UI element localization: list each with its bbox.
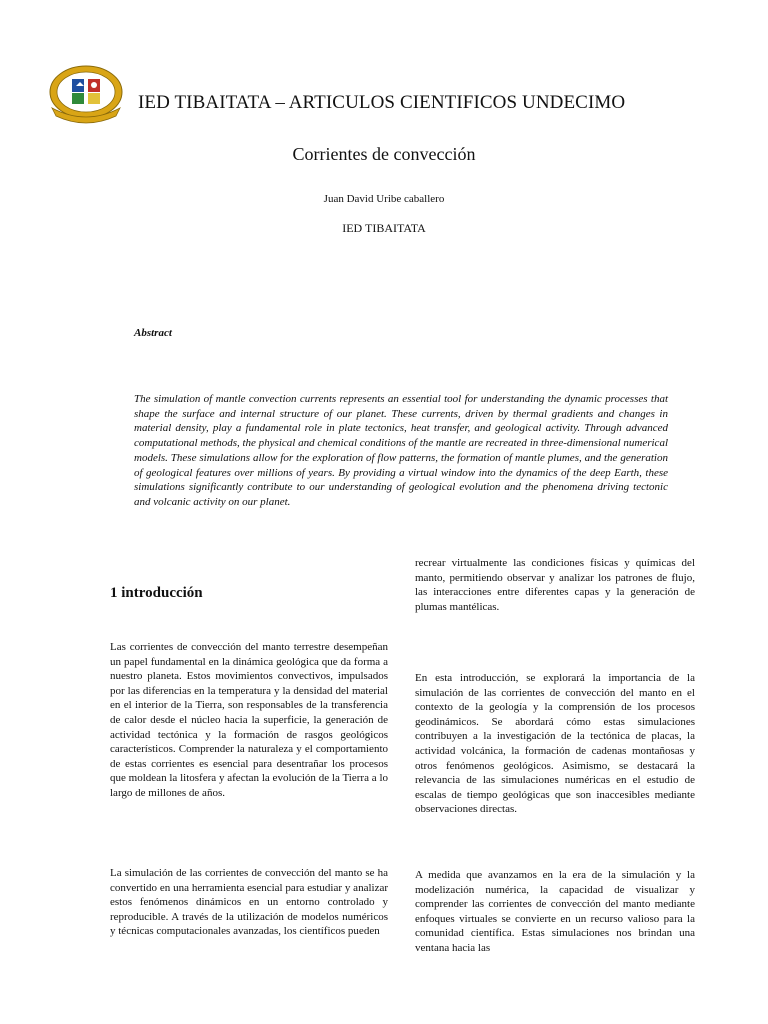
school-logo	[46, 64, 126, 126]
right-paragraph-1: recrear virtualmente las condiciones físicas y químicas del manto, permitiendo observar y analizar los patrones de flujo, las interacciones entre diferentes capas y la generación de plumas mantélicas.	[415, 557, 695, 613]
abstract-label: Abstract	[134, 327, 172, 339]
paper-title: Corrientes de convección	[292, 144, 476, 164]
header-title: IED TIBAITATA – ARTICULOS CIENTIFICOS UNDECIMO	[138, 92, 626, 113]
affiliation: IED TIBAITATA	[342, 221, 426, 235]
right-paragraph-2: En esta introducción, se explorará la importancia de la simulación de las corrientes de convección del manto en el contexto de la geología y la comprensión de los procesos geodinámicos. Se abordará cómo estas simulaciones contribuyen a la investigación de la tectónica de placas, la actividad volcánica, la formación de cadenas montañosas y otros fenómenos geológicos. Asimismo, se destacará la relevancia de las simulaciones numéricas en el estudio de escalas de tiempo geológicas que son inaccesibles mediante observaciones directas.	[415, 672, 695, 816]
section-heading: 1 introducción	[110, 585, 203, 601]
right-paragraph-3: A medida que avanzamos en la era de la simulación y la modelización numérica, la capacidad de visualizar y comprender las corrientes de convección del manto mediante enfoques virtuales se convierte en un recurso valioso para la comunidad científica. Estas simulaciones nos brindan una ventana hacia las	[415, 869, 695, 954]
left-paragraph-2: La simulación de las corrientes de convección del manto se ha convertido en una herramienta esencial para estudiar y analizar estos fenómenos dinámicos en un entorno controlado y reproducible. A través de la utilización de modelos numéricos y técnicas computacionales avanzadas, los científicos pueden	[110, 867, 388, 938]
left-paragraph-1: Las corrientes de convección del manto terrestre desempeñan un papel fundamental en la dinámica geológica que da forma a nuestro planeta. Estos movimientos convectivos, impulsados por las diferencias en la temperatura y la densidad del material en el interior de la Tierra, son responsables de la transferencia de calor desde el núcleo hacia la superficie, la generación de actividad tectónica y la formación de rasgos geológicos característicos. Comprender la naturaleza y el comportamiento de estas corrientes es esencial para desentrañar los procesos que moldean la litosfera y afectan la evolución de la Tierra a lo largo de millones de años.	[110, 641, 388, 799]
abstract-text: The simulation of mantle convection currents represents an essential tool for understanding the dynamic processes that shape the surface and internal structure of our planet. These currents, driven by thermal gradients and changes in material density, play a fundamental role in plate tectonics, heat transfer, and geological activity. Through advanced computational methods, the physical and chemical conditions of the mantle are recreated in three-dimensional numerical models. These simulations allow for the exploration of flow patterns, the formation of mantle plumes, and the generation of geological features over millions of years. By providing a virtual window into the dynamics of the deep Earth, these simulations significantly contribute to our understanding of geological evolution and the phenomena driving tectonic and volcanic activity on our planet.	[134, 393, 668, 508]
author-name: Juan David Uribe caballero	[323, 193, 445, 205]
